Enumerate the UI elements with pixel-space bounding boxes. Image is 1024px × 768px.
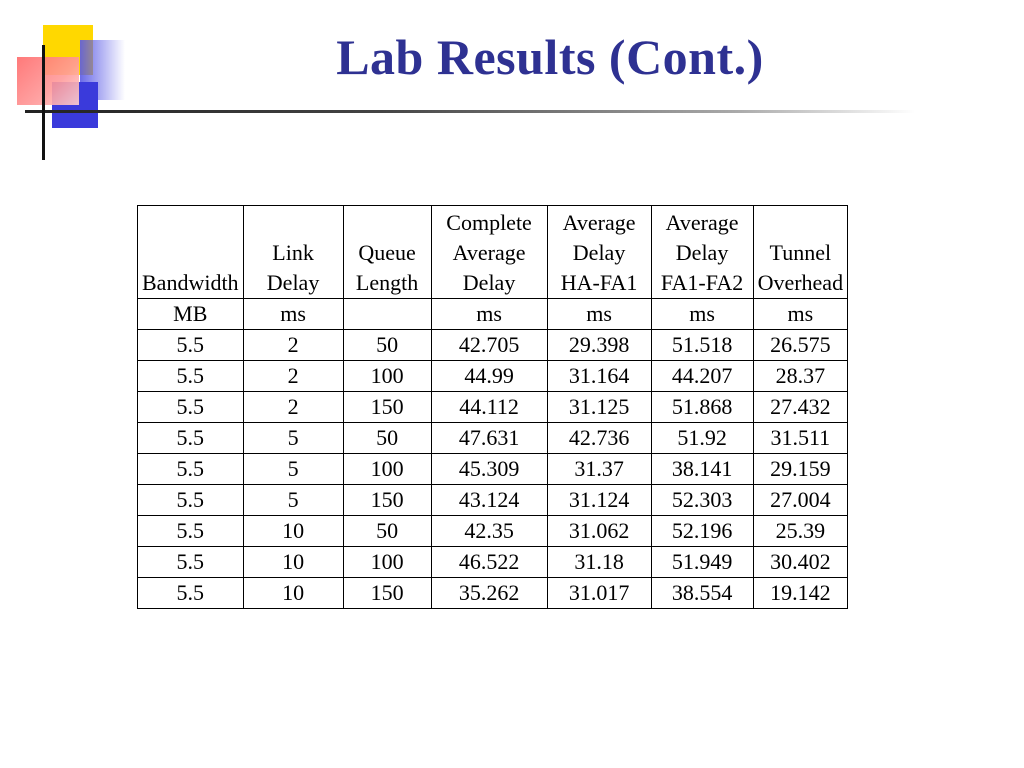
table-cell: 5.5 — [138, 330, 244, 361]
table-cell: 38.554 — [651, 578, 753, 609]
header-average-delay-ha-fa1: Average Delay HA-FA1 — [547, 206, 651, 299]
table-cell: 5.5 — [138, 392, 244, 423]
table-cell: 5.5 — [138, 516, 244, 547]
title-underline — [25, 110, 915, 113]
decor-vertical-line — [42, 45, 45, 160]
table-cell: 29.398 — [547, 330, 651, 361]
table-cell: 5 — [243, 423, 343, 454]
table-cell: 150 — [343, 578, 431, 609]
table-cell: 42.705 — [431, 330, 547, 361]
table-cell: 52.303 — [651, 485, 753, 516]
header-tunnel-overhead: Tunnel Overhead — [753, 206, 848, 299]
table-cell: 31.18 — [547, 547, 651, 578]
table-cell: 52.196 — [651, 516, 753, 547]
table-cell: 51.518 — [651, 330, 753, 361]
header-row — [138, 206, 848, 299]
table-cell: 31.062 — [547, 516, 651, 547]
table-cell: 5.5 — [138, 454, 244, 485]
table-cell: 44.112 — [431, 392, 547, 423]
table-row — [138, 454, 848, 485]
table-row — [138, 423, 848, 454]
table-cell: 10 — [243, 516, 343, 547]
table-cell: 2 — [243, 361, 343, 392]
table-cell: 46.522 — [431, 547, 547, 578]
decor-red-square — [17, 57, 79, 105]
table-cell: 5.5 — [138, 547, 244, 578]
table-cell: 27.004 — [753, 485, 848, 516]
table-cell: 35.262 — [431, 578, 547, 609]
table-cell: 5.5 — [138, 423, 244, 454]
table-cell: 50 — [343, 330, 431, 361]
header-complete-average-delay: Complete Average Delay — [431, 206, 547, 299]
table-cell: 45.309 — [431, 454, 547, 485]
unit-cell: ms — [651, 299, 753, 330]
table-cell: 19.142 — [753, 578, 848, 609]
table-cell: 31.125 — [547, 392, 651, 423]
header-link-delay: Link Delay — [243, 206, 343, 299]
table-cell: 44.207 — [651, 361, 753, 392]
table-cell: 10 — [243, 578, 343, 609]
table-cell: 27.432 — [753, 392, 848, 423]
table-row — [138, 392, 848, 423]
table-cell: 29.159 — [753, 454, 848, 485]
table-cell: 25.39 — [753, 516, 848, 547]
table-cell: 31.017 — [547, 578, 651, 609]
table-row — [138, 485, 848, 516]
unit-cell: ms — [753, 299, 848, 330]
header-bandwidth: Bandwidth — [138, 206, 244, 299]
table-cell: 26.575 — [753, 330, 848, 361]
table-cell: 31.164 — [547, 361, 651, 392]
table-cell: 100 — [343, 454, 431, 485]
table-row — [138, 547, 848, 578]
table-cell: 51.949 — [651, 547, 753, 578]
unit-cell: ms — [547, 299, 651, 330]
table-cell: 51.92 — [651, 423, 753, 454]
table-cell: 10 — [243, 547, 343, 578]
unit-cell — [343, 299, 431, 330]
table-cell: 100 — [343, 547, 431, 578]
table-cell: 30.402 — [753, 547, 848, 578]
table-cell: 5.5 — [138, 485, 244, 516]
unit-cell: ms — [243, 299, 343, 330]
table-cell: 100 — [343, 361, 431, 392]
table-cell: 51.868 — [651, 392, 753, 423]
table-cell: 42.35 — [431, 516, 547, 547]
table-cell: 150 — [343, 392, 431, 423]
header-queue-length: Queue Length — [343, 206, 431, 299]
table-cell: 43.124 — [431, 485, 547, 516]
table-cell: 150 — [343, 485, 431, 516]
table-row — [138, 578, 848, 609]
table-cell: 5.5 — [138, 578, 244, 609]
table-row — [138, 516, 848, 547]
unit-cell: ms — [431, 299, 547, 330]
table-row — [138, 361, 848, 392]
table-cell: 2 — [243, 392, 343, 423]
table-cell: 31.37 — [547, 454, 651, 485]
table-cell: 47.631 — [431, 423, 547, 454]
table-cell: 44.99 — [431, 361, 547, 392]
table-cell: 5.5 — [138, 361, 244, 392]
units-row — [138, 299, 848, 330]
table-cell: 31.124 — [547, 485, 651, 516]
table-cell: 28.37 — [753, 361, 848, 392]
table-row — [138, 330, 848, 361]
header-average-delay-fa1-fa2: Average Delay FA1-FA2 — [651, 206, 753, 299]
table-cell: 5 — [243, 485, 343, 516]
results-body — [138, 330, 848, 609]
table-cell: 42.736 — [547, 423, 651, 454]
table-cell: 50 — [343, 423, 431, 454]
table-cell: 50 — [343, 516, 431, 547]
table-cell: 38.141 — [651, 454, 753, 485]
unit-cell: MB — [138, 299, 244, 330]
slide-title: Lab Results (Cont.) — [336, 29, 764, 85]
table-cell: 31.511 — [753, 423, 848, 454]
results-table — [137, 205, 848, 609]
table-cell: 2 — [243, 330, 343, 361]
table-cell: 5 — [243, 454, 343, 485]
